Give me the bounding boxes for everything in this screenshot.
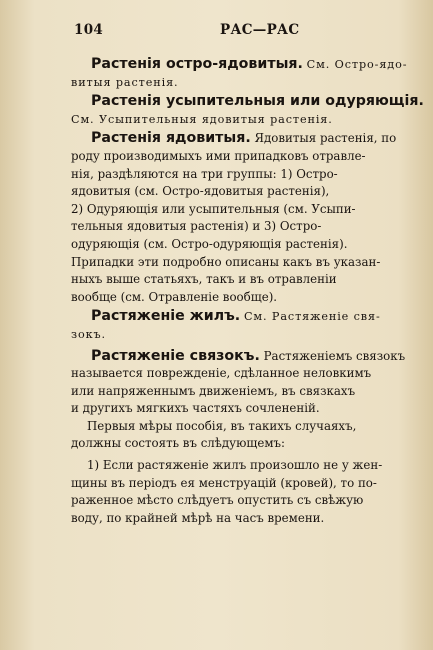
entry-text: воду, по крайней мѣрѣ на часъ времени.: [71, 510, 325, 525]
entry-term: Растенія усыпительныя или одуряющія.: [91, 93, 424, 110]
entry-text: витыя растенія.: [71, 75, 179, 89]
entry-text: См. Остро-ядо-: [306, 58, 408, 71]
dictionary-entry: [71, 56, 427, 91]
entry-text: называется поврежденіе, сдѣланное неловкимъ: [71, 366, 372, 381]
entry-text: раженное мѣсто слѣдуетъ опустить съ свѣжую: [71, 493, 364, 508]
entry-text: и другихъ мягкихъ частяхъ сочлененій.: [71, 401, 320, 416]
running-title: РАС—РАС: [220, 22, 300, 38]
entry-text: или напряженнымъ движеніемъ, въ связкахъ: [71, 383, 356, 398]
entry-text: 1) Если растяженіе жилъ произошло не у жен-: [87, 458, 383, 473]
entry-text: одуряющія (см. Остро-одуряющія растенія).: [71, 236, 348, 251]
entry-text: зокъ.: [71, 327, 107, 341]
entry-text: Припадки эти подробно описаны какъ въ указан-: [71, 254, 381, 269]
entry-text: роду производимыхъ ими припадковъ отравле-: [71, 148, 366, 163]
entry-text: тельныя ядовитыя растенія) и 3) Остро-: [71, 219, 322, 234]
entry-text: Растяженіемъ связокъ: [263, 348, 406, 363]
page-body: [71, 56, 427, 529]
entry-term: Растенія ядовитыя.: [91, 130, 251, 147]
dictionary-entry: [71, 93, 427, 128]
entry-text: Ядовитыя растенія, по: [254, 131, 397, 146]
entry-text: должны состоять въ слѣдующемъ:: [71, 436, 285, 451]
entry-term: Растяженіе связокъ.: [91, 347, 260, 364]
dictionary-entry: [71, 130, 427, 306]
entry-text: нія, раздѣляются на три группы: 1) Остро-: [71, 166, 338, 181]
entry-term: Растяженіе жилъ.: [91, 308, 241, 325]
entry-text: 2) Одуряющія или усыпительныя (см. Усыпи-: [71, 201, 356, 216]
dictionary-entry: [71, 347, 427, 528]
entry-text: ядовитыя (см. Остро-ядовитыя растенія),: [71, 184, 330, 199]
entry-text: ныхъ выше статьяхъ, такъ и въ отравленіи: [71, 272, 337, 287]
entry-term: Растенія остро-ядовитыя.: [91, 56, 303, 72]
dictionary-entry: [71, 308, 427, 343]
entry-text: Первыя мѣры пособія, въ такихъ случаяхъ,: [87, 418, 357, 433]
entry-text: См. Растяженіе свя-: [243, 310, 381, 324]
entry-text: См. Усыпительныя ядовитыя растенія.: [71, 112, 333, 126]
entry-text: щины въ періодъ ея менструацій (кровей), то по-: [71, 475, 377, 490]
page-number: 104: [74, 22, 104, 38]
entry-text: вообще (см. Отравленіе вообще).: [71, 289, 278, 304]
